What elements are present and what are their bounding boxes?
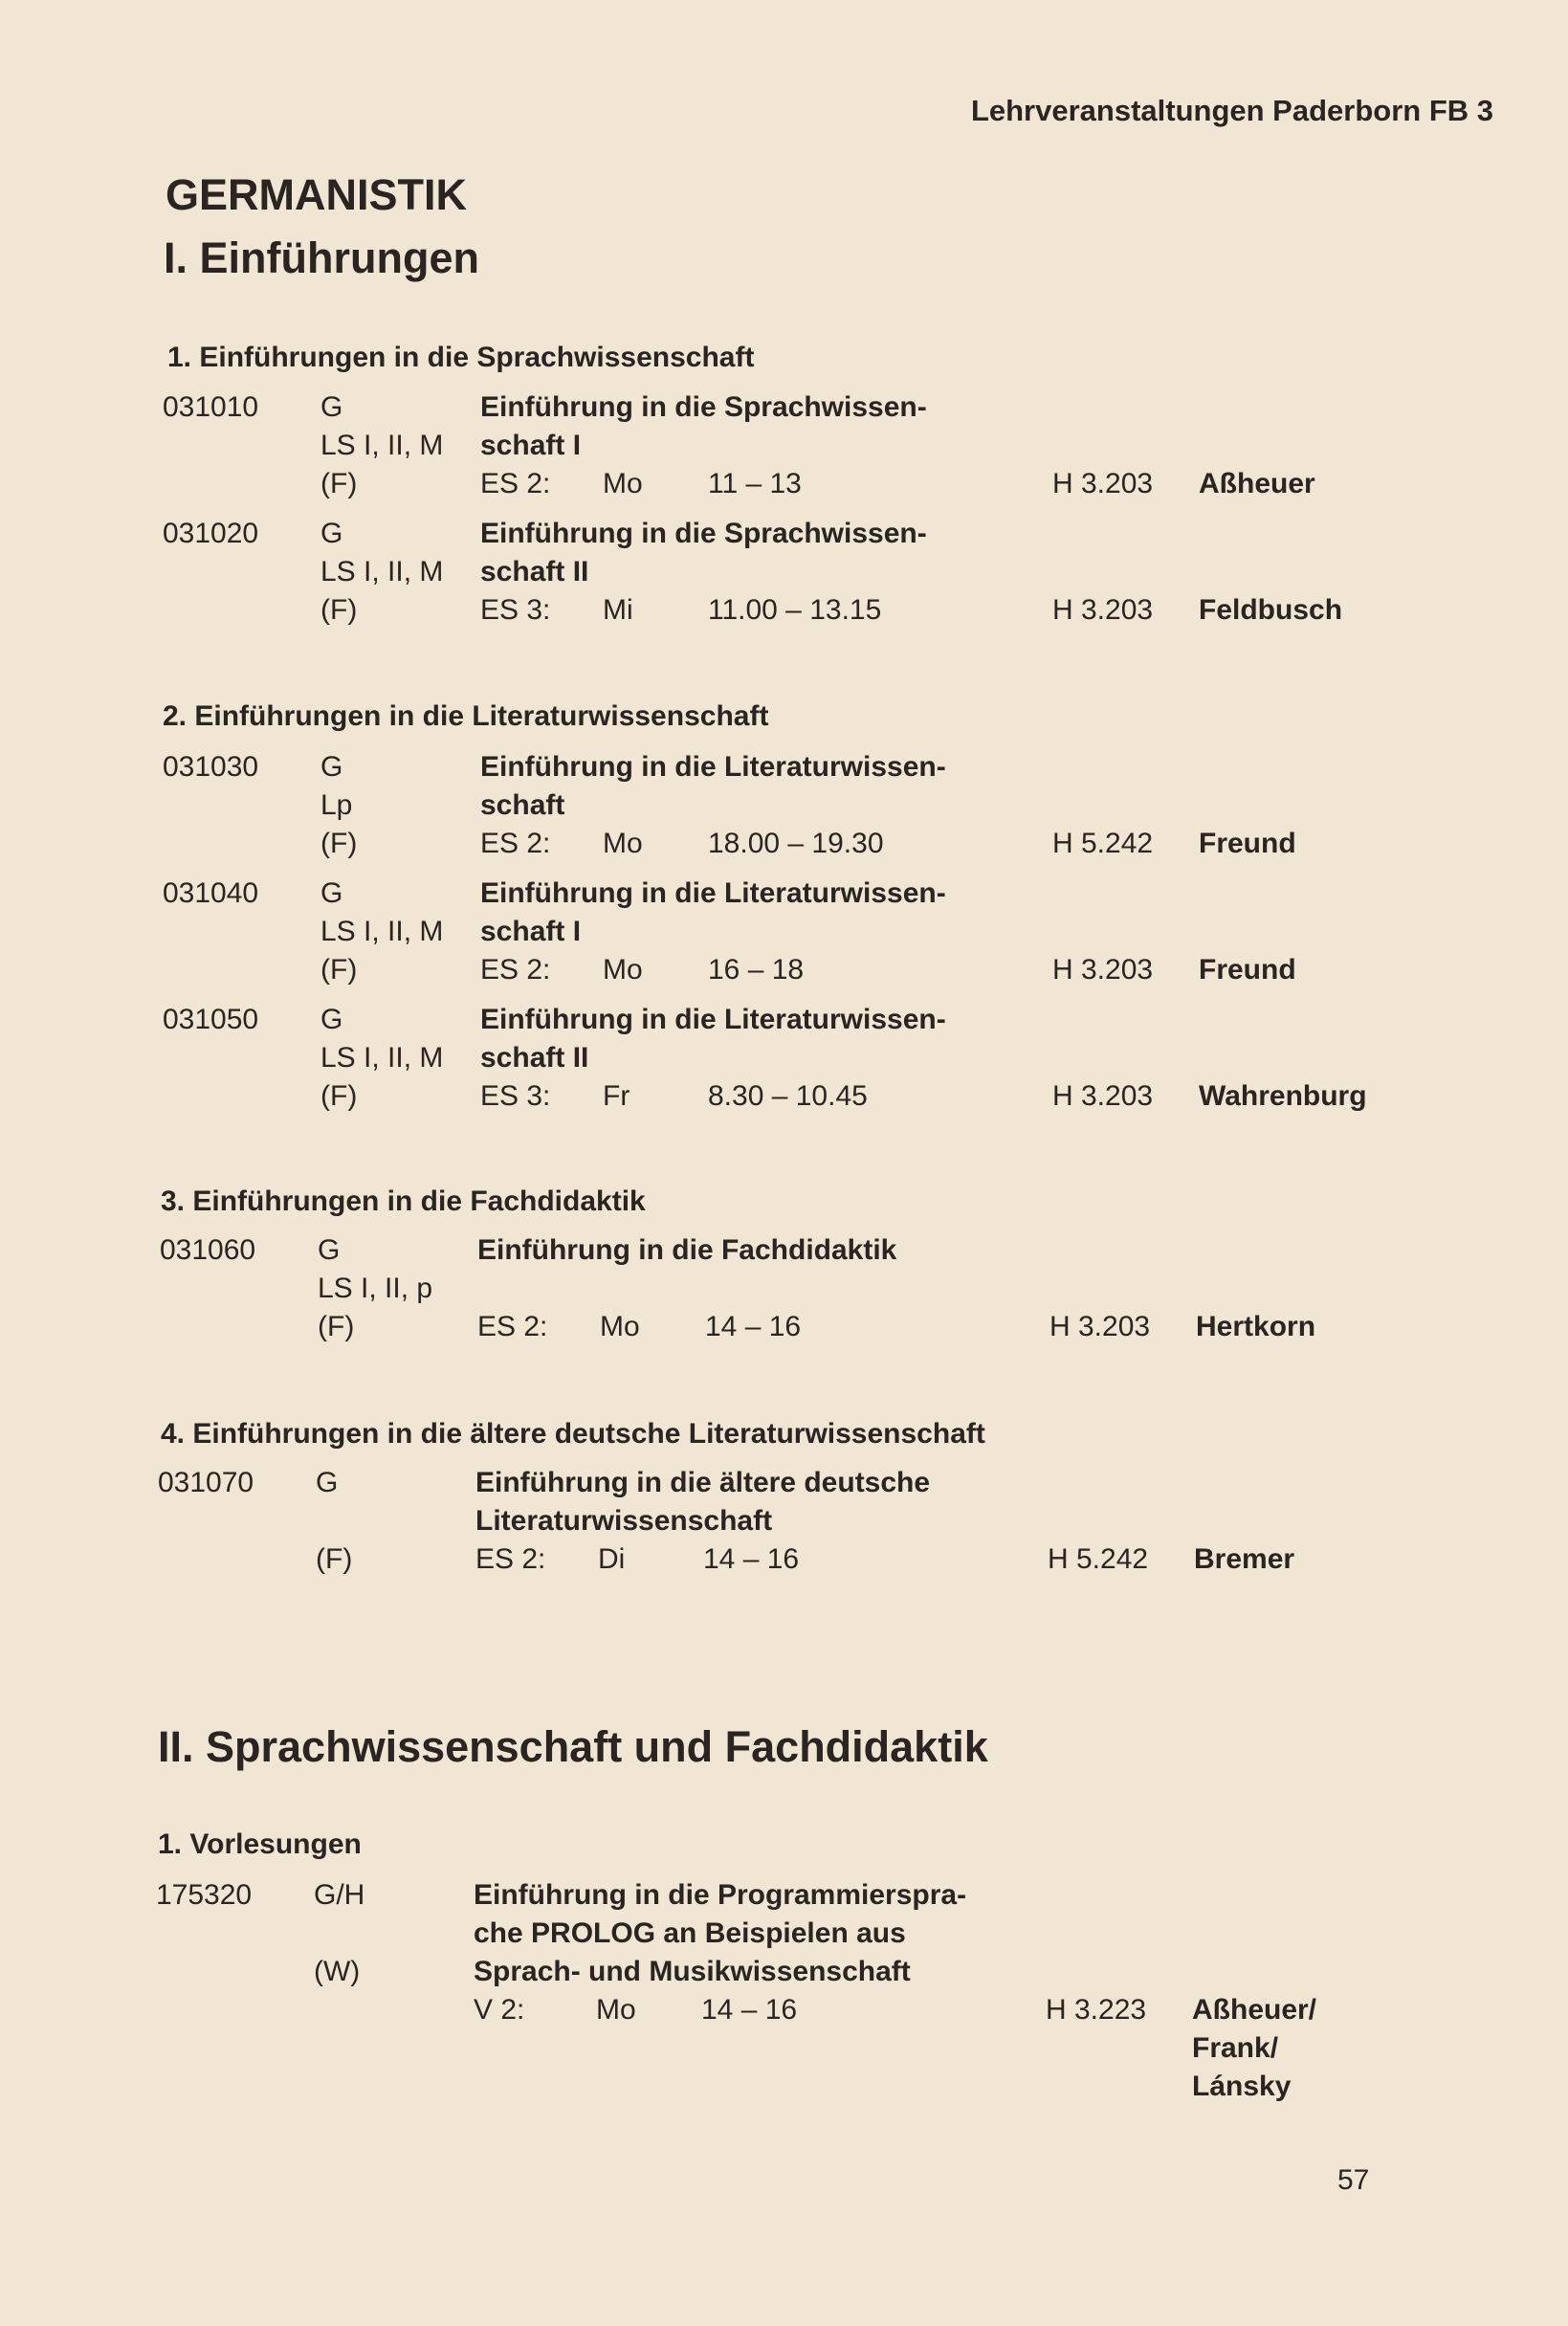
course-title: Einführung in die Literaturwissen- xyxy=(480,877,946,909)
course-title: schaft II xyxy=(480,1042,589,1074)
course-title: Sprach- und Musikwissenschaft xyxy=(474,1956,911,1987)
part-2-title: II. Sprachwissenschaft und Fachdidaktik xyxy=(158,1722,988,1771)
course-title: schaft I xyxy=(480,916,582,947)
course-title: schaft I xyxy=(480,430,582,461)
course-time: 14 – 16 xyxy=(701,1994,798,2026)
course-type: V 2: xyxy=(474,1994,525,2026)
course-room: H 5.242 xyxy=(1052,828,1154,859)
course-day: Mo xyxy=(603,954,643,986)
course-day: Mo xyxy=(603,828,643,859)
page-title: GERMANISTIK xyxy=(166,170,467,219)
course-title: Literaturwissenschaft xyxy=(475,1505,773,1537)
course-code: G xyxy=(320,751,343,783)
course-code: (F) xyxy=(316,1543,353,1575)
course-day: Fr xyxy=(603,1080,630,1112)
course-lecturer: Freund xyxy=(1199,828,1296,859)
course-room: H 3.223 xyxy=(1046,1994,1147,2026)
course-code: G xyxy=(320,1004,343,1035)
course-code: LS I, II, M xyxy=(320,1042,444,1074)
course-lecturer: Lánsky xyxy=(1192,2071,1292,2102)
course-time: 11.00 – 13.15 xyxy=(708,594,882,626)
course-lecturer: Bremer xyxy=(1194,1543,1295,1575)
course-time: 8.30 – 10.45 xyxy=(708,1080,868,1112)
course-day: Mo xyxy=(603,468,643,499)
course-code: G xyxy=(318,1234,341,1266)
course-code: (F) xyxy=(320,594,358,626)
course-type: ES 2: xyxy=(477,1311,548,1342)
part-1-title: I. Einführungen xyxy=(164,233,479,282)
course-title: Einführung in die Sprachwissen- xyxy=(480,518,927,549)
course-lecturer: Wahrenburg xyxy=(1199,1080,1367,1112)
course-room: H 5.242 xyxy=(1048,1543,1149,1575)
course-day: Di xyxy=(598,1543,626,1575)
section-heading: 1. Vorlesungen xyxy=(158,1828,362,1860)
section-heading: 1. Einführungen in die Sprachwissenschaft xyxy=(167,342,755,373)
course-number: 031020 xyxy=(163,518,259,549)
course-code: LS I, II, M xyxy=(320,430,444,461)
course-title: Einführung in die Literaturwissen- xyxy=(480,1004,946,1035)
section-heading: 4. Einführungen in die ältere deutsche Literaturwissenschaft xyxy=(161,1418,985,1450)
course-title: Einführung in die Programmierspra- xyxy=(474,1879,967,1911)
course-number: 031060 xyxy=(160,1234,256,1266)
course-code: (F) xyxy=(320,468,358,499)
course-time: 18.00 – 19.30 xyxy=(708,828,884,859)
course-number: 031030 xyxy=(163,751,259,783)
course-title: che PROLOG an Beispielen aus xyxy=(474,1917,906,1949)
course-number: 031070 xyxy=(158,1467,254,1498)
running-header: Lehrveranstaltungen Paderborn FB 3 xyxy=(970,94,1493,127)
course-room: H 3.203 xyxy=(1052,468,1154,499)
course-number: 031040 xyxy=(163,877,259,909)
course-code: (F) xyxy=(320,954,358,986)
course-time: 14 – 16 xyxy=(705,1311,802,1342)
course-title: schaft II xyxy=(480,556,589,587)
course-time: 14 – 16 xyxy=(703,1543,800,1575)
course-code: Lp xyxy=(320,789,353,821)
course-lecturer: Hertkorn xyxy=(1196,1311,1316,1342)
course-room: H 3.203 xyxy=(1052,594,1154,626)
course-lecturer: Feldbusch xyxy=(1199,594,1343,626)
course-lecturer: Frank/ xyxy=(1192,2032,1279,2064)
course-lecturer: Aßheuer/ xyxy=(1192,1994,1317,2026)
course-time: 16 – 18 xyxy=(708,954,805,986)
course-type: ES 3: xyxy=(480,1080,551,1112)
course-number: 175320 xyxy=(156,1879,253,1911)
course-type: ES 2: xyxy=(475,1543,546,1575)
course-code: (F) xyxy=(320,1080,358,1112)
section-heading: 2. Einführungen in die Literaturwissenschaft xyxy=(163,700,769,732)
course-lecturer: Aßheuer xyxy=(1199,468,1315,499)
course-number: 031010 xyxy=(163,391,259,423)
course-type: ES 2: xyxy=(480,954,551,986)
course-room: H 3.203 xyxy=(1049,1311,1151,1342)
course-title: Einführung in die Literaturwissen- xyxy=(480,751,946,783)
course-code: LS I, II, M xyxy=(320,556,444,587)
course-room: H 3.203 xyxy=(1052,1080,1154,1112)
course-code: LS I, II, M xyxy=(320,916,444,947)
course-type: ES 2: xyxy=(480,468,551,499)
course-title: Einführung in die ältere deutsche xyxy=(475,1467,931,1498)
course-day: Mo xyxy=(596,1994,636,2026)
page-number: 57 xyxy=(1337,2164,1370,2196)
course-code: G xyxy=(320,877,343,909)
section-heading: 3. Einführungen in die Fachdidaktik xyxy=(161,1185,646,1217)
course-code: (W) xyxy=(314,1956,361,1987)
course-type: ES 2: xyxy=(480,828,551,859)
course-code: G xyxy=(316,1467,339,1498)
course-number: 031050 xyxy=(163,1004,259,1035)
course-day: Mi xyxy=(603,594,633,626)
course-code: G/H xyxy=(314,1879,365,1911)
course-type: ES 3: xyxy=(480,594,551,626)
course-title: schaft xyxy=(480,789,565,821)
course-code: LS I, II, p xyxy=(318,1273,433,1304)
course-day: Mo xyxy=(600,1311,640,1342)
course-title: Einführung in die Fachdidaktik xyxy=(477,1234,897,1266)
course-code: (F) xyxy=(320,828,358,859)
course-code: (F) xyxy=(318,1311,355,1342)
course-room: H 3.203 xyxy=(1052,954,1154,986)
course-title: Einführung in die Sprachwissen- xyxy=(480,391,927,423)
course-time: 11 – 13 xyxy=(708,468,802,499)
course-code: G xyxy=(320,518,343,549)
course-code: G xyxy=(320,391,343,423)
course-lecturer: Freund xyxy=(1199,954,1296,986)
